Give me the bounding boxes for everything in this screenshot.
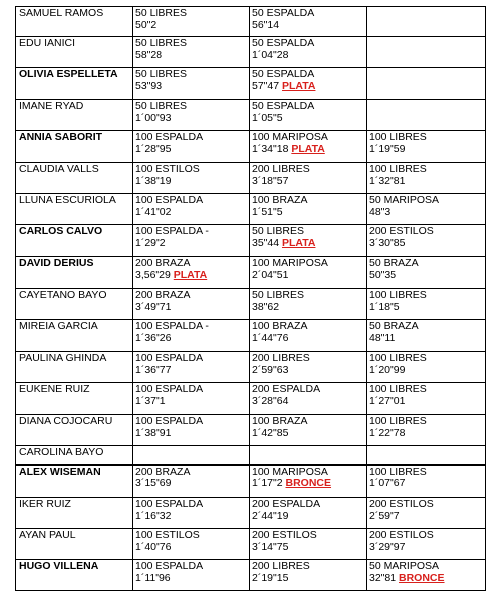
event-result — [252, 428, 366, 440]
medal-label: PLATA — [173, 268, 208, 281]
event-name: 200 ESTILOS — [369, 498, 434, 510]
event-time: 1´20"99 — [369, 363, 406, 376]
event-time: 2´59"7 — [369, 509, 400, 522]
table-row — [16, 37, 486, 68]
event-result — [252, 511, 366, 523]
event-result — [369, 428, 485, 440]
event-cell — [133, 37, 250, 68]
event-result — [135, 542, 249, 554]
event-cell — [133, 68, 250, 100]
event-result — [135, 428, 249, 440]
event-name: 200 ESPALDA — [252, 498, 321, 510]
event-cell — [367, 7, 486, 37]
event-time: 3´49"71 — [135, 300, 172, 313]
event-cell — [250, 415, 367, 446]
event-cell — [250, 320, 367, 352]
event-cell — [367, 320, 486, 352]
event-result — [135, 573, 249, 585]
swimmer-name: EDU IANICI — [16, 37, 133, 68]
event-time: 1´36"26 — [135, 331, 172, 344]
event-cell — [367, 415, 486, 446]
event-cell — [133, 383, 250, 415]
event-name: 50 ESPALDA — [252, 7, 315, 19]
event-result — [252, 81, 366, 93]
event-cell — [250, 163, 367, 194]
table-row — [16, 131, 486, 163]
event-time: 2´04"51 — [252, 268, 289, 281]
event-time: 2´19"15 — [252, 571, 289, 584]
event-result — [252, 542, 366, 554]
table-row — [16, 320, 486, 352]
swimmer-name: MIREIA GARCIA — [16, 320, 133, 352]
event-name: 100 LIBRES — [369, 131, 427, 143]
event-name: 50 LIBRES — [135, 68, 187, 80]
event-result — [135, 396, 249, 408]
event-result — [369, 144, 485, 156]
event-name: 50 BRAZA — [369, 257, 419, 269]
event-result — [252, 573, 366, 585]
swimmer-name: IMANE RYAD — [16, 100, 133, 131]
event-result — [135, 113, 249, 125]
event-time: 1´18"5 — [369, 300, 400, 313]
event-result — [135, 144, 249, 156]
event-name: 100 LIBRES — [369, 289, 427, 301]
swimmer-name: CAYETANO BAYO — [16, 289, 133, 320]
event-time: 50"35 — [369, 268, 397, 281]
event-cell — [133, 352, 250, 383]
event-name: 100 ESPALDA — [135, 560, 204, 572]
event-cell — [133, 465, 250, 498]
event-name: 200 BRAZA — [135, 465, 191, 478]
event-result — [252, 396, 366, 408]
table-row — [16, 100, 486, 131]
event-cell — [250, 289, 367, 320]
medal-label: BRONCE — [285, 477, 332, 490]
swimmer-name: CLAUDIA VALLS — [16, 163, 133, 194]
event-name: 100 BRAZA — [252, 320, 308, 332]
event-cell — [133, 320, 250, 352]
event-result — [369, 478, 485, 490]
medal-label: PLATA — [291, 142, 325, 155]
event-result — [135, 511, 249, 523]
event-result — [135, 176, 249, 188]
event-cell — [250, 7, 367, 37]
event-time: 48"11 — [369, 331, 396, 344]
event-cell — [367, 68, 486, 100]
event-result — [135, 238, 249, 250]
table-row — [16, 68, 486, 100]
event-name: 200 LIBRES — [252, 163, 310, 175]
event-time: 1´51"5 — [252, 205, 283, 218]
event-name: 100 ESPALDA — [135, 415, 204, 427]
event-result — [369, 542, 485, 554]
event-cell — [250, 560, 367, 591]
event-cell — [367, 37, 486, 68]
event-time: 1´38"91 — [135, 426, 172, 439]
swimmer-name: HUGO VILLENA — [16, 560, 133, 591]
swimmer-name: DAVID DERIUS — [16, 257, 133, 289]
event-time: 1´44"76 — [252, 331, 289, 344]
event-time: 1´07"67 — [369, 477, 406, 490]
event-cell — [250, 100, 367, 131]
event-result — [252, 302, 366, 314]
event-cell — [133, 289, 250, 320]
event-cell — [250, 383, 367, 415]
event-time: 58"28 — [135, 48, 163, 61]
event-time: 35"44 — [252, 236, 280, 249]
event-time: 1´17"2 — [252, 477, 283, 490]
event-cell — [367, 257, 486, 289]
event-cell — [367, 529, 486, 560]
event-time: 1´36"77 — [135, 363, 172, 376]
swimmer-name: LLUNA ESCURIOLA — [16, 194, 133, 225]
event-name: 100 ESTILOS — [135, 529, 200, 541]
event-time: 1´28"95 — [135, 142, 172, 155]
event-time: 1´16"32 — [135, 509, 172, 522]
event-name: 100 LIBRES — [369, 465, 427, 478]
event-time: 1´11"96 — [135, 571, 171, 584]
event-name: 50 LIBRES — [135, 7, 187, 19]
event-name: 200 LIBRES — [252, 560, 310, 572]
event-name: 100 ESPALDA — [135, 352, 204, 364]
event-cell — [250, 68, 367, 100]
event-cell — [367, 446, 486, 465]
event-time: 1´37"1 — [135, 394, 166, 407]
event-time: 1´22"78 — [369, 426, 406, 439]
event-name: 50 ESPALDA — [252, 100, 315, 112]
event-name: 100 BRAZA — [252, 194, 308, 206]
table-row — [16, 289, 486, 320]
medal-label: PLATA — [282, 236, 316, 249]
event-cell — [133, 498, 250, 529]
event-result — [369, 365, 485, 377]
event-time: 1´40"76 — [135, 540, 172, 553]
event-cell — [367, 131, 486, 163]
table-row — [16, 352, 486, 383]
event-result — [135, 20, 249, 32]
event-cell — [250, 498, 367, 529]
event-name: 50 LIBRES — [135, 37, 187, 49]
table-row — [16, 446, 486, 465]
event-result — [369, 207, 485, 219]
swimmer-name: PAULINA GHINDA — [16, 352, 133, 383]
event-time: 1´00"93 — [135, 111, 172, 124]
table-row — [16, 560, 486, 591]
table-row — [16, 465, 486, 498]
swimmer-name: ALEX WISEMAN — [16, 465, 133, 498]
event-result — [135, 81, 249, 93]
event-name: 100 LIBRES — [369, 352, 427, 364]
event-time: 3´18"57 — [252, 174, 289, 187]
table-row — [16, 415, 486, 446]
event-cell — [367, 498, 486, 529]
event-name: 100 BRAZA — [252, 415, 308, 427]
swimmer-name: IKER RUIZ — [16, 498, 133, 529]
event-result — [252, 176, 366, 188]
event-time: 1´42"85 — [252, 426, 289, 439]
event-name: 100 LIBRES — [369, 163, 427, 175]
event-result — [369, 176, 485, 188]
swimmer-name: CAROLINA BAYO — [16, 446, 133, 465]
event-cell — [250, 446, 367, 465]
event-cell — [250, 225, 367, 257]
event-name: 100 ESPALDA — [135, 383, 204, 395]
event-name: 100 LIBRES — [369, 383, 427, 395]
event-time: 38"62 — [252, 300, 280, 313]
event-result — [135, 478, 249, 490]
event-result — [252, 270, 366, 282]
event-cell — [367, 100, 486, 131]
event-result — [252, 113, 366, 125]
event-cell — [133, 100, 250, 131]
table-row — [16, 383, 486, 415]
event-cell — [367, 560, 486, 591]
event-cell — [133, 225, 250, 257]
event-time: 1´41"02 — [135, 205, 172, 218]
event-result — [369, 238, 485, 250]
medal-label: BRONCE — [399, 571, 445, 584]
event-result — [252, 333, 366, 345]
event-time: 1´32"81 — [369, 174, 406, 187]
event-result — [369, 333, 485, 345]
event-cell — [250, 194, 367, 225]
swimmer-name: SAMUEL RAMOS — [16, 7, 133, 37]
event-name: 100 ESPALDA - — [135, 225, 209, 237]
event-cell — [133, 257, 250, 289]
event-cell — [133, 163, 250, 194]
event-time: 1´38"19 — [135, 174, 172, 187]
event-time: 57"47 — [252, 79, 280, 92]
event-name: 100 ESPALDA - — [135, 320, 209, 332]
event-time: 1´34"18 — [252, 142, 289, 155]
event-time: 3´28"64 — [252, 394, 289, 407]
event-cell — [250, 257, 367, 289]
event-name: 200 LIBRES — [252, 352, 310, 364]
event-cell — [133, 7, 250, 37]
event-time: 1´29"2 — [135, 236, 166, 249]
event-time: 2´59"63 — [252, 363, 289, 376]
event-time: 48"3 — [369, 205, 391, 218]
swimmer-name: EUKENE RUIZ — [16, 383, 133, 415]
swimmer-name: OLIVIA ESPELLETA — [16, 68, 133, 100]
event-name: 200 ESTILOS — [369, 529, 434, 541]
event-result — [369, 573, 485, 585]
event-time: 50"2 — [135, 18, 157, 31]
event-result — [369, 270, 485, 282]
event-result — [252, 20, 366, 32]
medal-label: PLATA — [282, 79, 316, 92]
table-row — [16, 163, 486, 194]
table-row — [16, 529, 486, 560]
event-cell — [367, 194, 486, 225]
event-name: 50 MARIPOSA — [369, 194, 440, 206]
event-name: 100 ESTILOS — [135, 163, 200, 175]
table-row — [16, 7, 486, 37]
event-cell — [250, 352, 367, 383]
event-cell — [250, 37, 367, 68]
event-name: 200 BRAZA — [135, 289, 191, 301]
event-time: 3´14"75 — [252, 540, 289, 553]
event-name: 200 BRAZA — [135, 257, 191, 269]
event-name: 200 ESTILOS — [252, 529, 317, 541]
event-name: 100 ESPALDA — [135, 131, 204, 143]
event-name: 50 BRAZA — [369, 320, 419, 332]
event-result — [252, 207, 366, 219]
event-result — [252, 238, 366, 250]
event-time: 2´44"19 — [252, 509, 289, 522]
event-name: 200 ESPALDA — [252, 383, 321, 395]
event-cell — [133, 560, 250, 591]
event-name: 100 LIBRES — [369, 415, 427, 427]
event-time: 1´27"01 — [369, 394, 406, 407]
event-result — [252, 50, 366, 62]
event-result — [135, 302, 249, 314]
event-name: 100 MARIPOSA — [252, 131, 328, 143]
event-time: 3,56"29 — [135, 268, 171, 281]
event-result — [135, 365, 249, 377]
event-cell — [133, 194, 250, 225]
event-result — [135, 270, 249, 282]
event-name: 200 ESTILOS — [369, 225, 434, 237]
event-name: 100 MARIPOSA — [252, 465, 328, 478]
event-cell — [367, 383, 486, 415]
event-name: 100 ESPALDA — [135, 194, 204, 206]
event-name: 50 LIBRES — [252, 225, 304, 237]
swimmer-name: ANNIA SABORIT — [16, 131, 133, 163]
event-time: 56"14 — [252, 18, 280, 31]
event-cell — [367, 289, 486, 320]
event-time: 32"81 — [369, 571, 397, 584]
event-time: 1´04"28 — [252, 48, 289, 61]
event-name: 50 ESPALDA — [252, 68, 315, 80]
event-cell — [250, 529, 367, 560]
event-result — [369, 396, 485, 408]
event-time: 3´15"69 — [135, 477, 172, 490]
event-time: 3´30"85 — [369, 236, 406, 249]
event-cell — [133, 131, 250, 163]
event-cell — [133, 529, 250, 560]
event-name: 50 LIBRES — [135, 100, 187, 112]
table-row — [16, 498, 486, 529]
event-cell — [367, 163, 486, 194]
event-result — [135, 50, 249, 62]
event-result — [252, 144, 366, 156]
swimmer-name: CARLOS CALVO — [16, 225, 133, 257]
event-result — [135, 333, 249, 345]
event-result — [252, 478, 366, 490]
results-table — [15, 6, 486, 591]
swimmer-name: AYAN PAUL — [16, 529, 133, 560]
event-cell — [367, 465, 486, 498]
event-time: 1´19"59 — [369, 142, 406, 155]
event-cell — [133, 415, 250, 446]
swimmer-name: DIANA COJOCARU — [16, 415, 133, 446]
table-row — [16, 225, 486, 257]
event-result — [135, 207, 249, 219]
event-result — [369, 302, 485, 314]
event-name: 50 LIBRES — [252, 289, 304, 301]
event-cell — [133, 446, 250, 465]
event-name: 50 MARIPOSA — [369, 560, 440, 572]
event-name: 100 ESPALDA — [135, 498, 204, 510]
event-time: 1´05"5 — [252, 111, 283, 124]
results-table-body — [16, 7, 486, 591]
event-time: 53"93 — [135, 79, 163, 92]
event-result — [369, 511, 485, 523]
table-row — [16, 257, 486, 289]
event-cell — [367, 352, 486, 383]
table-row — [16, 194, 486, 225]
event-cell — [250, 131, 367, 163]
event-result — [252, 365, 366, 377]
event-name: 100 MARIPOSA — [252, 257, 328, 269]
event-cell — [250, 465, 367, 498]
event-cell — [367, 225, 486, 257]
event-name: 50 ESPALDA — [252, 37, 315, 49]
event-time: 3´29"97 — [369, 540, 406, 553]
